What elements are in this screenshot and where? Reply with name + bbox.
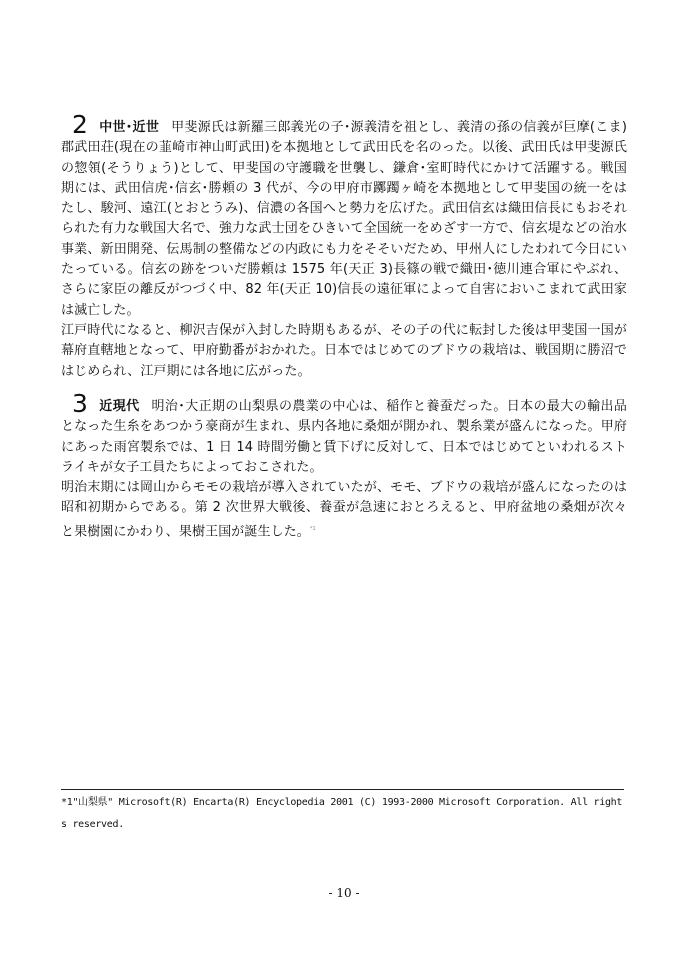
footnote-reference-mark: *1 (309, 525, 316, 532)
section-paragraph (61, 389, 627, 478)
section-body-text: 明治末期には岡山からモモの栽培が導入されていたが、モモ、ブドウの栽培が盛んになったのは昭和初期からである。第 2 次世界大戦後、養蚕が急速におとろえると、甲府盆地の桑畑が次々と果樹園にかわり、果樹王国が誕生した。 (61, 480, 627, 540)
footnote: *1"山梨県" Microsoft(R) Encarta(R) Encyclopedia 2001 (C) 1993-2000 Microsoft Corporation. All rights reserved. (61, 797, 623, 830)
section-modern (61, 389, 627, 542)
section-body-text: 明治･大正期の山梨県の農業の中心は、稲作と養蚕だった。日本の最大の輸出品となった生糸をあつかう豪商が生まれ、県内各地に桑畑が開かれ、製糸業が盛んになった。甲府にあった雨宮製糸では、1 日 14 時間労働と賃下げに反対して、日本ではじめてといわれるストライキが女子工員たちによっておこされた。 (61, 399, 627, 475)
section-number: 2 (71, 110, 88, 139)
section-medieval-early-modern (61, 110, 627, 382)
page-number: - 10 - (328, 886, 360, 900)
section-heading: 中世･近世 (99, 120, 160, 135)
section-paragraph (61, 110, 627, 321)
section-heading: 近現代 (99, 399, 140, 414)
section-number: 3 (71, 389, 88, 418)
section-paragraph: 江戸時代になると、柳沢吉保が入封した時期もあるが、その子の代に転封した後は甲斐国一国が幕府直轄地となって、甲府勤番がおかれた。日本ではじめてのブドウの栽培は、戦国期に勝沼ではじめられ、江戸期には各地に広がった。 (61, 322, 627, 379)
section-body-text: 甲斐源氏は新羅三郎義光の子･源義清を祖とし、義清の孫の信義が巨摩(こま)郡武田荘(現在の韮崎市神山町武田)を本拠地として武田氏を名のった。以後、武田氏は甲斐源氏の惣領(そうりょう)として、甲斐国の守護職を世襲し、鎌倉･室町時代にかけて活躍する。戦国期には、武田信虎･信玄･勝頼の 3 代が、今の甲府市躑躅ヶ崎を本拠地として甲斐国の統一をはたし、駿河、遠江(とおとうみ)、信濃の各国へと勢力を広げた。武田信玄は織田信長にもおそれられた有力な戦国大名で、強力な武士団をひきいて全国統一をめざす一方で、信玄堤などの治水事業、新田開発、伝馬制の整備などの内政にも力をそそいだため、甲州人にしたわれて今日にいたっている。信玄の跡をついだ勝頼は 1575 年(天正 3)長篠の戦で織田･徳川連合軍にやぶれ、さらに家臣の離反がつづく中、82 年(天正 10)信長の遠征軍によって自害においこまれて武田家は滅亡した。 (61, 120, 627, 318)
footnote-separator (61, 789, 624, 790)
section-paragraph (61, 478, 627, 542)
